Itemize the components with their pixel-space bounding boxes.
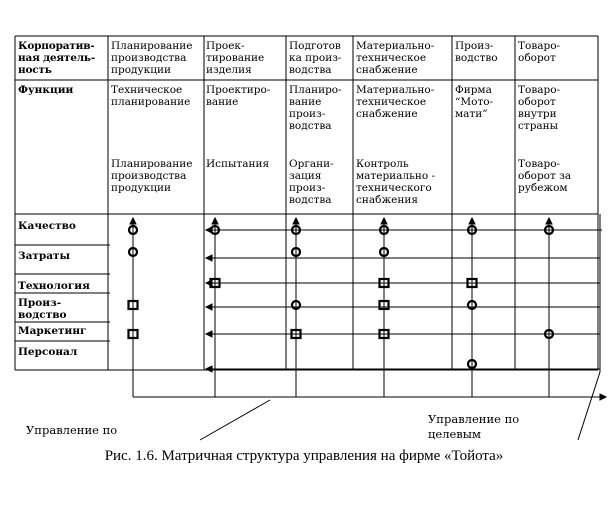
col-arrowhead-turnover (546, 218, 552, 224)
row-label-quality: Качество (18, 220, 76, 232)
function-supply: Материально- техническое снабжение (356, 84, 435, 120)
bottom-right-label: Управление по целевым (428, 412, 520, 441)
col-arrowhead-supply (381, 218, 387, 224)
column-header-supply: Материально- техническое снабжение (356, 40, 435, 76)
function-production-planning-2: Планиро- вание произ- водства (289, 84, 342, 132)
function-technical-planning: Техническое планирование (111, 84, 191, 108)
row-label-technology: Технология (18, 280, 90, 292)
function-supply-control: Контроль материально - технического снабжения (356, 158, 436, 206)
column-header-preparation: Подготов ка произ- водства (289, 40, 342, 76)
corner-label: Корпоратив- ная деятель- ность (18, 40, 96, 76)
function-production-planning: Планирование производства продукции (111, 158, 193, 194)
function-motomati: Фирма “Мото- мати” (455, 84, 494, 120)
function-production-organization: Органи- зация произ- водства (289, 158, 334, 206)
col-arrowhead-production (469, 218, 475, 224)
row-label-personnel: Персонал (18, 346, 78, 358)
bottom-connector-arrowhead (600, 394, 606, 400)
function-foreign-turnover: Товаро- оборот за рубежом (518, 158, 572, 194)
functions-label: Функции (18, 84, 74, 96)
function-designing: Проектиро- вание (206, 84, 271, 108)
figure-caption: Рис. 1.6. Матричная структура управления на фирме «Тойота» (104, 448, 504, 464)
bottom-left-label: Управление по (26, 423, 118, 437)
col-arrowhead-design (212, 218, 218, 224)
leader-line-right (578, 372, 600, 440)
column-header-planning: Планирование производства продукции (111, 40, 193, 76)
row-label-costs: Затраты (18, 250, 71, 262)
row-arrowhead-marketing (206, 331, 212, 337)
function-testing: Испытания (206, 158, 270, 170)
col-arrowhead-preparation (293, 218, 299, 224)
function-domestic-turnover: Товаро- оборот внутри страны (518, 84, 561, 132)
row-label-production: Произ- водство (18, 297, 67, 321)
column-header-production: Произ- водство (455, 40, 498, 64)
column-header-turnover: Товаро- оборот (518, 40, 561, 64)
row-arrowhead-costs (206, 255, 212, 261)
row-arrowhead-production (206, 304, 212, 310)
col-arrowhead-planning (130, 218, 136, 224)
column-header-design: Проек- тирование изделия (206, 40, 265, 76)
row-arrowhead-personnel (206, 366, 212, 372)
row-label-marketing: Маркетинг (18, 325, 87, 337)
leader-line-left (200, 400, 270, 440)
